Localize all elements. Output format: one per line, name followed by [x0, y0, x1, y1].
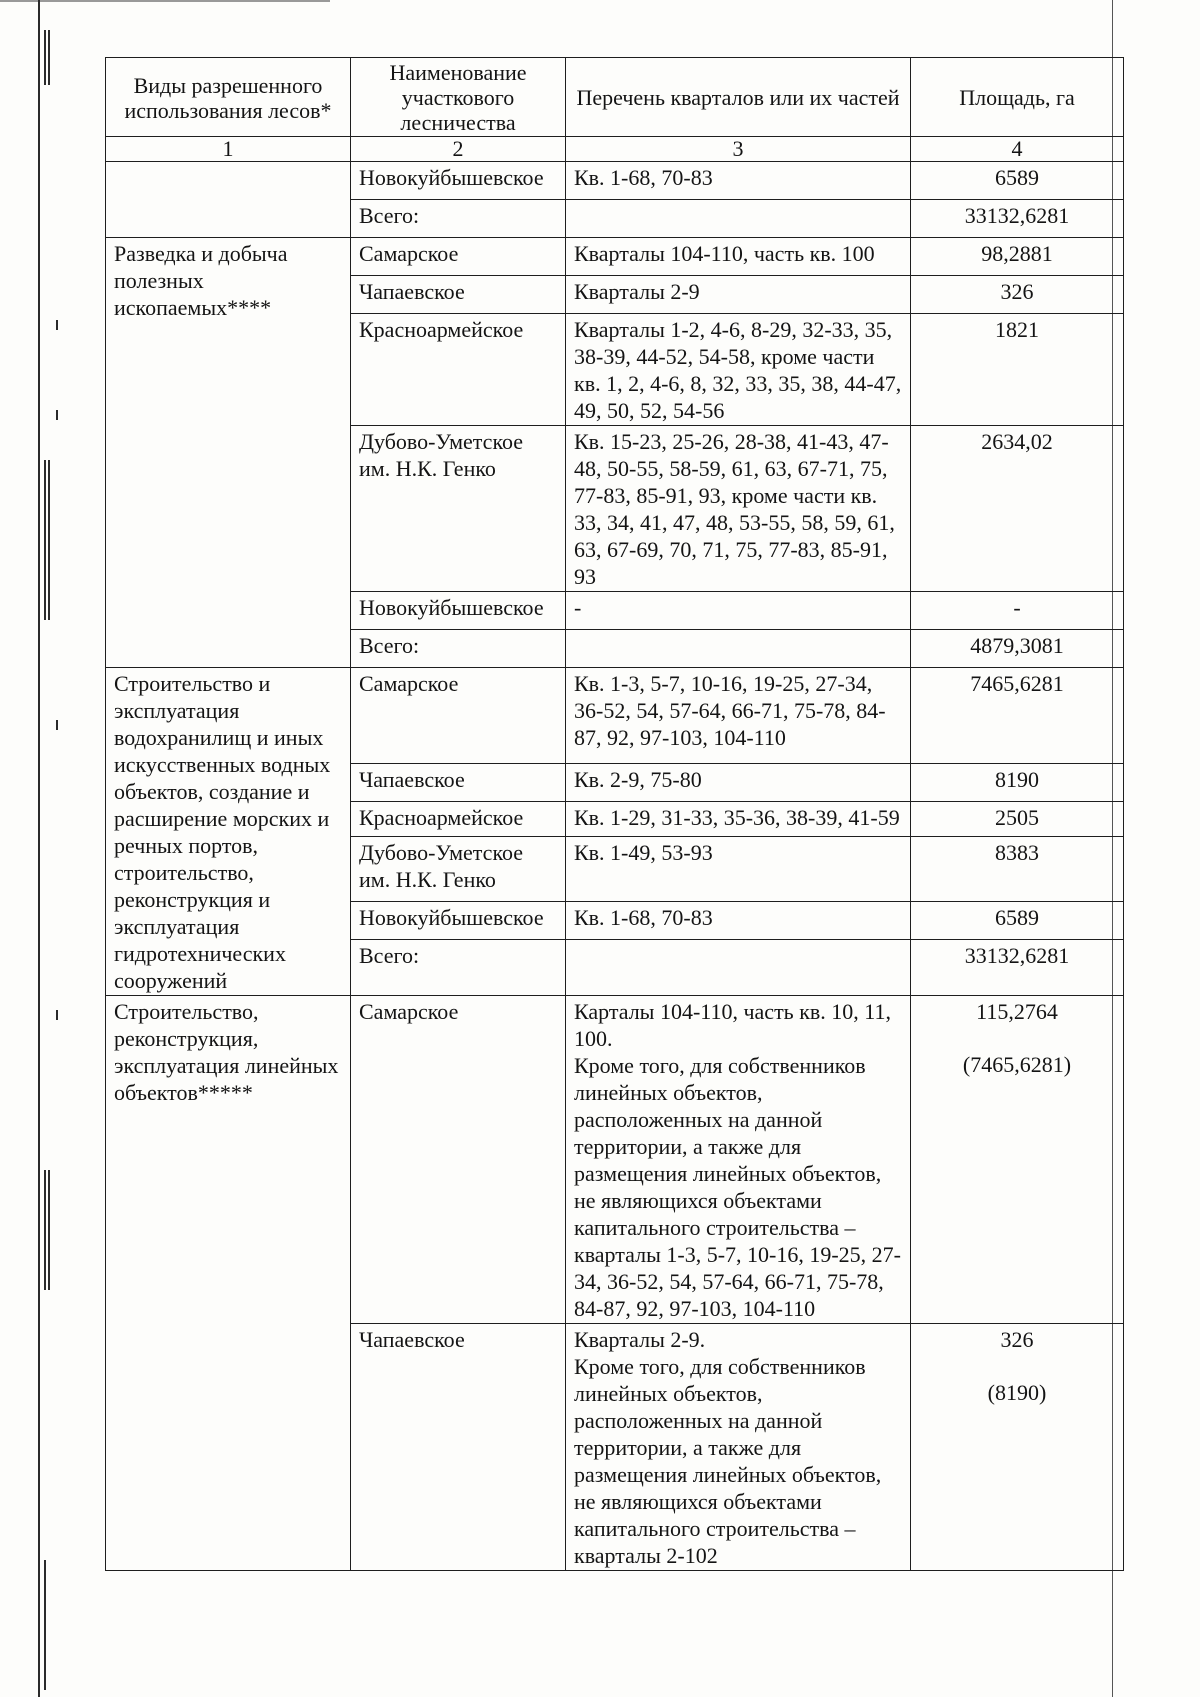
forestry-cell: Всего: [351, 200, 566, 238]
area-cell: 2505 [911, 801, 1124, 836]
header-forestry: Наименование участкового лесничества [351, 58, 566, 137]
area-cell: 33132,6281 [911, 200, 1124, 238]
use-type-cell [106, 162, 351, 238]
area-cell: 33132,6281 [911, 940, 1124, 996]
forestry-cell: Самарское [351, 668, 566, 764]
use-type-cell: Разведка и добыча полезных ископаемых**** [106, 238, 351, 668]
area-cell: 1821 [911, 314, 1124, 426]
quarters-cell [566, 630, 911, 668]
use-type-cell: Строительство, реконструкция, эксплуатация линейных объектов***** [106, 996, 351, 1571]
area-cell: 2634,02 [911, 426, 1124, 592]
table-row [106, 996, 1124, 1324]
quarters-cell: Кв. 1-29, 31-33, 35-36, 38-39, 41-59 [566, 801, 911, 836]
quarters-cell: Кв. 2-9, 75-80 [566, 763, 911, 801]
area-cell: 8190 [911, 763, 1124, 801]
quarters-cell: - [566, 592, 911, 630]
area-cell: 8383 [911, 836, 1124, 901]
use-type-cell: Строительство и эксплуатация водохранилищ и иных искусственных водных объектов, создание и расширение морских и речных портов, строительство, реконструкция и эксплуатация гидротехнических сооружений [106, 668, 351, 996]
quarters-extra-text: Кроме того, для собственников линейных объектов, расположенных на данной территории, а также для размещения линейных объектов, не являющихся объектами капитального строительства – кварталы 2-102 [574, 1354, 882, 1568]
quarters-cell [566, 940, 911, 996]
area-cell: 6589 [911, 902, 1124, 940]
header-row [106, 58, 1124, 137]
forestry-cell: Самарское [351, 996, 566, 1324]
forestry-cell: Новокуйбышевское [351, 902, 566, 940]
area-extra-value: (7465,6281) [962, 1052, 1072, 1077]
forest-use-table [105, 57, 1124, 1571]
forestry-cell: Новокуйбышевское [351, 592, 566, 630]
quarters-cell [566, 996, 911, 1324]
header-quarters: Перечень кварталов или их частей [566, 58, 911, 137]
area-cell: 6589 [911, 162, 1124, 200]
quarters-extra-text: Кроме того, для собственников линейных объектов, расположенных на данной территории, а также для размещения линейных объектов, не являющихся объектами капитального строительства – кварталы 1-3, 5-7, 10-16, 19-25, 27-34, 36-52, 54, 57-64, 66-71, 75-78, 84-87, 92, 97-103, 104-110 [574, 1053, 901, 1321]
column-number-row [106, 137, 1124, 162]
forestry-cell: Всего: [351, 940, 566, 996]
quarters-cell: Кварталы 104-110, часть кв. 100 [566, 238, 911, 276]
forestry-cell: Дубово-Уметское им. Н.К. Генко [351, 836, 566, 901]
area-cell [911, 1324, 1124, 1571]
quarters-cell: Кв. 1-49, 53-93 [566, 836, 911, 901]
forestry-cell: Всего: [351, 630, 566, 668]
quarters-cell: Кв. 1-68, 70-83 [566, 902, 911, 940]
area-value: 115,2764 [976, 999, 1058, 1024]
quarters-cell [566, 1324, 911, 1571]
forestry-cell: Красноармейское [351, 801, 566, 836]
area-cell: 4879,3081 [911, 630, 1124, 668]
forestry-cell: Красноармейское [351, 314, 566, 426]
area-cell: - [911, 592, 1124, 630]
area-cell: 326 [911, 276, 1124, 314]
forestry-cell: Новокуйбышевское [351, 162, 566, 200]
area-cell [911, 996, 1124, 1324]
forestry-cell: Чапаевское [351, 763, 566, 801]
area-extra-value: (8190) [987, 1380, 1047, 1405]
quarters-cell: Кварталы 2-9 [566, 276, 911, 314]
quarters-cell: Кварталы 1-2, 4-6, 8-29, 32-33, 35, 38-39, 44-52, 54-58, кроме части кв. 1, 2, 4-6, 8, 32, 33, 35, 38, 44-47, 49, 50, 52, 54-56 [566, 314, 911, 426]
column-number: 2 [351, 137, 566, 162]
quarters-cell: Кв. 1-68, 70-83 [566, 162, 911, 200]
header-area: Площадь, га [911, 58, 1124, 137]
quarters-cell: Кв. 1-3, 5-7, 10-16, 19-25, 27-34, 36-52, 54, 57-64, 66-71, 75-78, 84-87, 92, 97-103, 104-110 [566, 668, 911, 764]
area-cell: 7465,6281 [911, 668, 1124, 764]
column-number: 3 [566, 137, 911, 162]
forestry-cell: Чапаевское [351, 276, 566, 314]
header-use-type: Виды разрешенного использования лесов* [106, 58, 351, 137]
table-row [106, 238, 1124, 276]
forestry-cell: Дубово-Уметское им. Н.К. Генко [351, 426, 566, 592]
column-number: 4 [911, 137, 1124, 162]
table-row [106, 668, 1124, 764]
quarters-main-text: Кварталы 2-9. [574, 1327, 706, 1352]
column-number: 1 [106, 137, 351, 162]
area-cell: 98,2881 [911, 238, 1124, 276]
forestry-cell: Чапаевское [351, 1324, 566, 1571]
scan-binding-marks [36, 0, 66, 1697]
quarters-cell: Кв. 15-23, 25-26, 28-38, 41-43, 47-48, 50-55, 58-59, 61, 63, 67-71, 75, 77-83, 85-91, 93, кроме части кв. 33, 34, 41, 47, 48, 53-55, 58, 59, 61, 63, 67-69, 70, 71, 75, 77-83, 85-91, 93 [566, 426, 911, 592]
table-row [106, 162, 1124, 200]
quarters-cell [566, 200, 911, 238]
area-value: 326 [1000, 1327, 1034, 1352]
quarters-main-text: Карталы 104-110, часть кв. 10, 11, 100. [574, 999, 891, 1051]
forestry-cell: Самарское [351, 238, 566, 276]
